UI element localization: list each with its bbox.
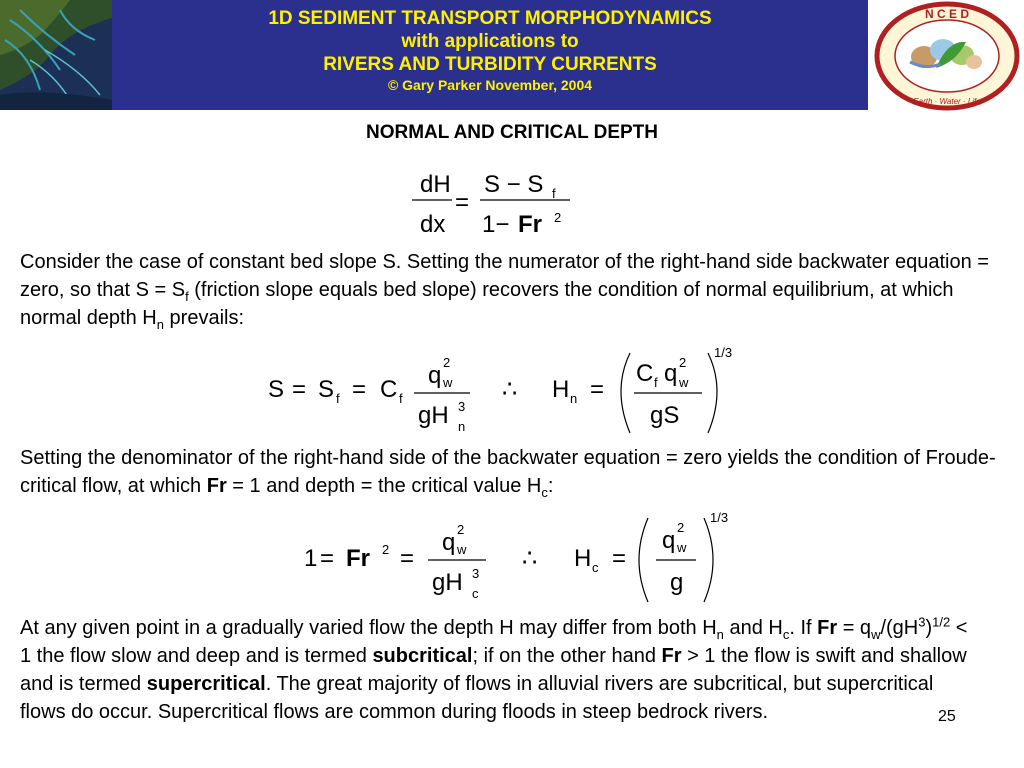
p1-text-a: Consider the case of constant bed slope S. Setting the numerator of the right-hand side backwater equation = zero, so that S = S <box>20 251 989 301</box>
banner-line-1: 1D SEDIMENT TRANSPORT MORPHODYNAMICS <box>268 8 712 29</box>
eq3-frac-num-sup: 2 <box>457 522 465 537</box>
logo-motto: Earth · Water · Life <box>913 97 981 106</box>
eq3-r-den: g <box>670 569 684 596</box>
eq3-froude: Fr <box>346 545 370 572</box>
eq3-frac-den: gH <box>432 569 463 596</box>
p3-text-f: ) <box>925 617 933 639</box>
eq2-s: S <box>268 376 285 403</box>
nced-logo <box>870 0 1024 112</box>
delta-satellite-image <box>0 0 112 110</box>
eq3-therefore: ∴ <box>522 545 538 572</box>
p3-text-a: At any given point in a gradually varied flow the depth H may differ from both H <box>20 617 717 639</box>
banner-line-2: with applications to <box>401 31 579 52</box>
eq2-frac-num-sup: 2 <box>443 355 451 370</box>
paragraph-sub-supercritical <box>20 614 975 726</box>
p3-sub-c: c <box>782 627 790 642</box>
eq2-r-num-q-sup: 2 <box>679 355 687 370</box>
normal-depth-equation <box>262 345 762 440</box>
eq3-equals-2: = <box>400 545 415 572</box>
eq1-rhs-numerator: S − S <box>484 171 544 198</box>
eq3-froude-sup: 2 <box>382 542 390 557</box>
logo-text: N C E D <box>924 7 970 21</box>
eq3-frac-den-sup: 3 <box>472 566 480 581</box>
page-number: 25 <box>938 708 956 725</box>
eq2-r-num-q-sub: w <box>679 375 689 390</box>
eq1-equals: = <box>455 189 470 216</box>
p2-text-a: Setting the denominator of the right-hand side of the backwater equation = zero yields the condition of Froude-critical flow, at which <box>20 447 996 497</box>
eq2-equals-3: = <box>590 376 605 403</box>
p3-text-e: /(gH <box>880 617 919 639</box>
eq2-frac-num-sub: w <box>443 375 453 390</box>
slide-header <box>0 0 1024 112</box>
eq2-therefore: ∴ <box>502 376 518 403</box>
p2-froude: Fr <box>206 475 227 497</box>
eq3-r-num-sup: 2 <box>677 520 685 535</box>
eq2-frac-den-sub: n <box>458 419 466 434</box>
banner-copyright: © Gary Parker November, 2004 <box>387 77 593 93</box>
eq2-frac-den: gH <box>418 402 449 429</box>
eq2-equals-1: = <box>292 376 307 403</box>
eq3-equals-3: = <box>612 545 627 572</box>
p3-text-c: . If <box>789 617 818 639</box>
eq3-hc: H <box>574 545 592 572</box>
p3-text-i: > 1 the flow is swift and shallow and is termed <box>20 645 967 695</box>
eq3-frac-num: q <box>442 529 456 556</box>
eq3-frac-num-sub: w <box>457 542 467 557</box>
eq2-exponent: 1/3 <box>714 345 733 360</box>
eq2-sf: S <box>318 376 335 403</box>
p2-text-b: = 1 and depth = the critical value H <box>226 475 542 497</box>
eq2-sf-sub: f <box>336 391 340 406</box>
p1-text-c: prevails: <box>163 307 245 329</box>
p1-sub-f: f <box>185 289 189 304</box>
p2-text-c: : <box>547 475 554 497</box>
eq2-frac-den-sup: 3 <box>458 399 466 414</box>
eq1-rhs-numerator-sub: f <box>552 186 556 201</box>
backwater-equation <box>400 160 580 240</box>
p2-sub-c: c <box>541 485 548 500</box>
eq2-r-num-c-sub: f <box>654 375 658 390</box>
eq1-rhs-denominator: 1− <box>482 211 510 238</box>
p1-sub-n: n <box>156 317 164 332</box>
banner-line-3: RIVERS AND TURBIDITY CURRENTS <box>323 54 657 75</box>
eq2-cf: C <box>380 376 398 403</box>
eq3-hc-sub: c <box>592 560 599 575</box>
p3-sup-3: 3 <box>918 614 926 630</box>
eq3-exponent: 1/3 <box>710 510 729 525</box>
eq1-lhs-denominator: dx <box>420 211 446 238</box>
p3-text-b: and H <box>723 617 783 639</box>
eq2-r-den: gS <box>650 402 680 429</box>
eq3-r-num-sub: w <box>677 540 687 555</box>
p3-froude-2: Fr <box>661 645 682 667</box>
slide-title: NORMAL AND CRITICAL DEPTH <box>365 122 659 143</box>
critical-depth-equation <box>300 508 760 603</box>
p3-text-h: ; if on the other hand <box>472 645 662 667</box>
p3-sub-w: w <box>871 627 881 642</box>
p3-text-j: . The great majority of flows in alluvial rivers are subcritical, but supercritical flows do occur. Supercritical flows are common during floods in steep bedrock rivers. <box>20 673 934 723</box>
p3-froude-1: Fr <box>817 617 838 639</box>
eq3-left-paren <box>639 518 648 602</box>
eq3-r-num: q <box>662 527 676 554</box>
eq3-one: 1 <box>304 545 318 572</box>
paragraph-critical-flow <box>20 444 1010 500</box>
eq2-r-num-c: C <box>636 360 654 387</box>
eq3-frac-den-sub: c <box>472 586 479 601</box>
eq1-rhs-froude: Fr <box>518 211 542 238</box>
eq2-hn: H <box>552 376 570 403</box>
eq3-equals-1: = <box>320 545 335 572</box>
p3-supercritical: supercritical <box>146 673 266 695</box>
eq2-hn-sub: n <box>570 391 578 406</box>
eq2-equals-2: = <box>352 376 367 403</box>
p3-sub-n: n <box>716 627 724 642</box>
eq2-frac-num: q <box>428 362 442 389</box>
eq2-r-num-q: q <box>664 360 678 387</box>
eq2-right-paren <box>708 353 717 433</box>
p3-text-d: = q <box>837 617 872 639</box>
p3-subcritical: subcritical <box>372 645 473 667</box>
eq2-cf-sub: f <box>399 391 403 406</box>
eq1-lhs-numerator: dH <box>420 171 451 198</box>
eq3-right-paren <box>704 518 713 602</box>
eq2-left-paren <box>621 353 630 433</box>
p1-text-b: (friction slope equals bed slope) recovers the condition of normal equilibrium, at which normal depth H <box>20 279 954 329</box>
p3-sup-half: 1/2 <box>932 614 951 630</box>
paragraph-normal-equilibrium <box>20 248 1010 332</box>
eq1-rhs-froude-sup: 2 <box>554 210 562 225</box>
course-banner <box>112 0 868 110</box>
p3-text-g: < 1 the flow slow and deep and is termed <box>20 617 968 667</box>
